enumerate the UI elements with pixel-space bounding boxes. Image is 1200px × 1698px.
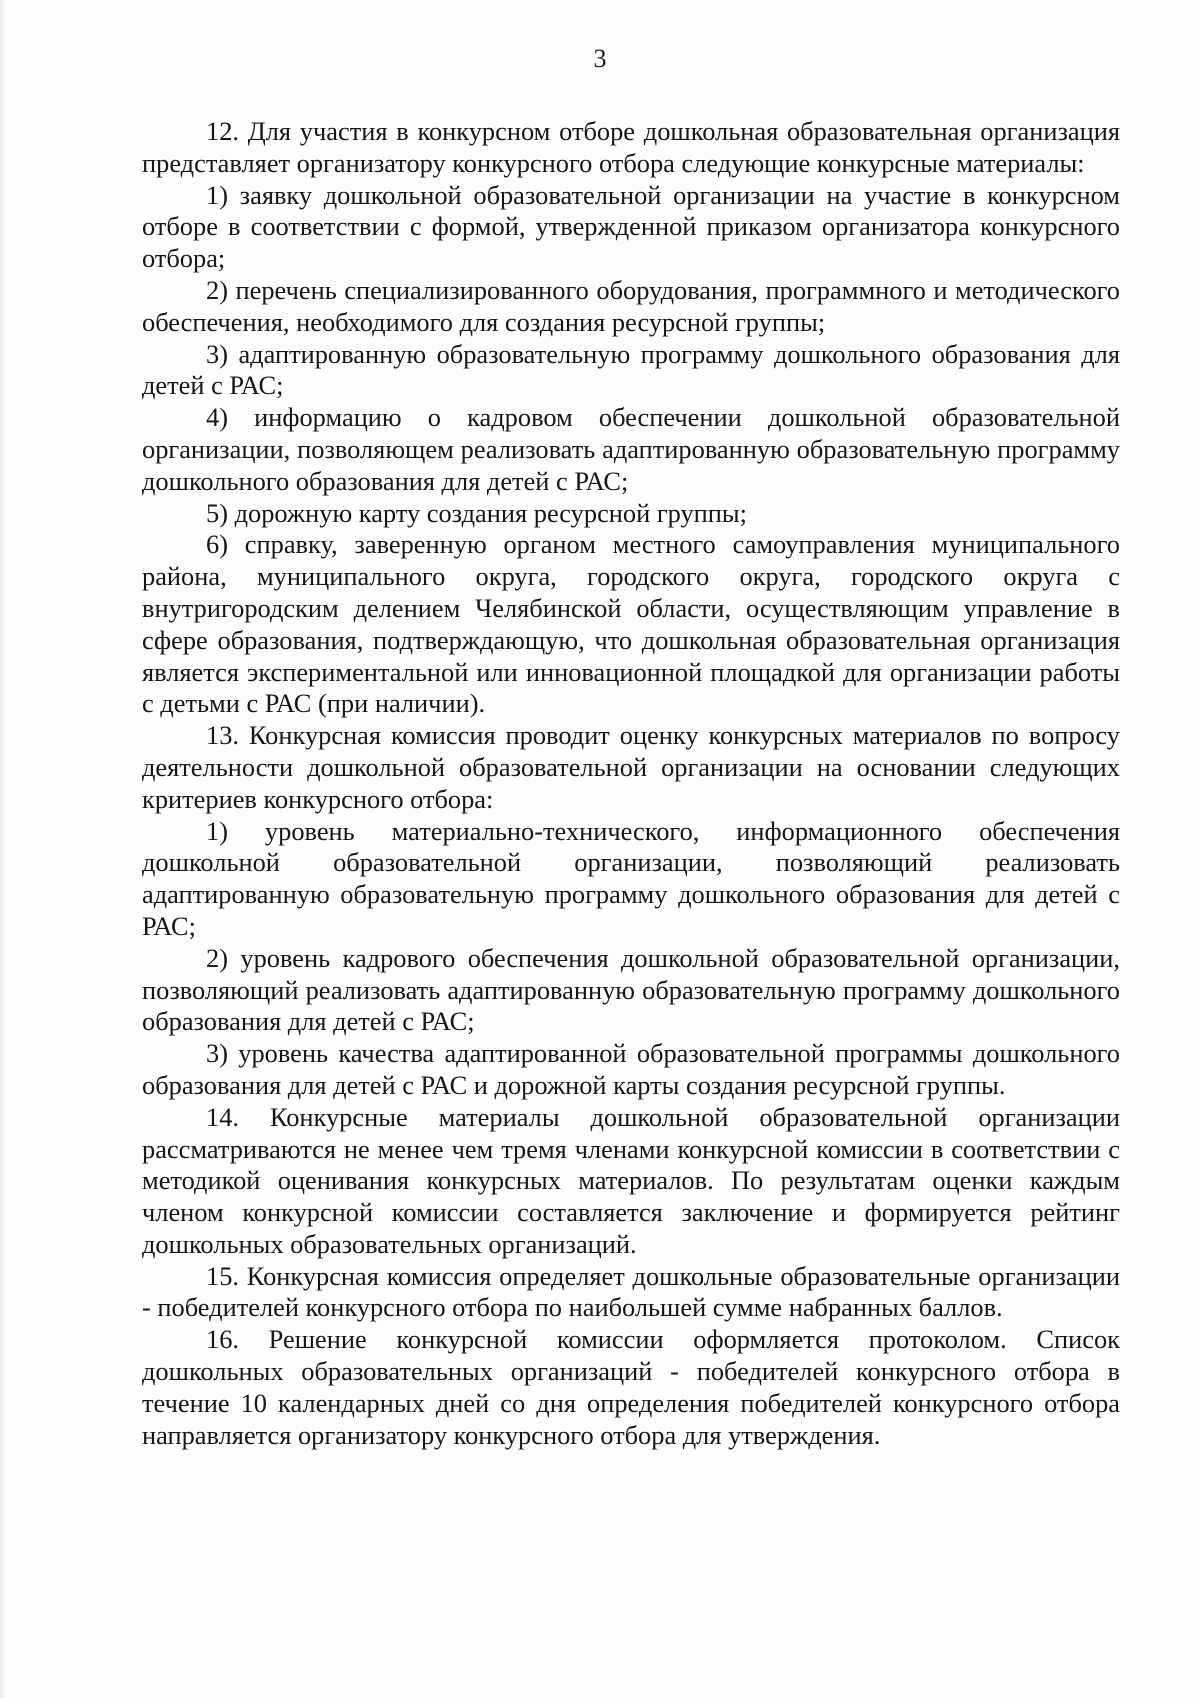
paragraph-12-item-3: 3) адаптированную образовательную программу дошкольного образования для детей с РАС; [142,338,1120,401]
scan-edge-shadow [0,0,5,1698]
paragraph-13: 13. Конкурсная комиссия проводит оценку конкурсных материалов по вопросу деятельности дошкольной образовательной организации на основании следующих критериев конкурсного отбора: [142,720,1120,814]
paragraph-13-item-2: 2) уровень кадрового обеспечения дошкольной образовательной организации, позволяющий реализовать адаптированную образовательную программу дошкольного образования для детей с РАС; [142,942,1120,1037]
paragraph-14: 14. Конкурсные материалы дошкольной образовательной организации рассматриваются не менее чем тремя членами конкурсной комиссии в соответствии с методикой оценивания конкурсных материалов. По результатам оценки каждым членом конкурсной комиссии составляется заключение и формируется рейтинг дошкольных образовательных организаций. [142,1101,1120,1259]
paragraph-12-item-2: 2) перечень специализированного оборудования, программного и методического обеспечения, необходимого для создания ресурсной группы; [142,274,1120,337]
paragraph-13-item-3: 3) уровень качества адаптированной образовательной программы дошкольного образования для детей с РАС и дорожной карты создания ресурсной группы. [142,1038,1120,1100]
paragraph-12-item-5: 5) дорожную карту создания ресурсной группы; [206,497,747,528]
paragraph-12-item-6: 6) справку, заверенную органом местного самоуправления муниципального района, муниципального округа, городского округа, городского округа с внутригородским делением Челябинской области, осуществляющим управление в сфере образования, подтверждающую, что дошкольная образовательная организация является экспериментальной или инновационной площадкой для организации работы с детьми с РАС (при наличии). [142,529,1120,719]
page-number: 3 [593,44,607,73]
document-body [142,116,1120,1451]
paragraph-13-item-1: 1) уровень материально-технического, информационного обеспечения дошкольной образовательной организации, позволяющий реализовать адаптированную образовательную программу дошкольного образования для детей с РАС; [142,815,1120,941]
paragraph-12-item-1: 1) заявку дошкольной образовательной организации на участие в конкурсном отборе в соответствии с формой, утвержденной приказом организатора конкурсного отбора; [142,179,1120,274]
paragraph-12-item-4: 4) информацию о кадровом обеспечении дошкольной образовательной организации, позволяющем реализовать адаптированную образовательную программу дошкольного образования для детей с РАС; [142,402,1120,496]
paragraph-15: 15. Конкурсная комиссия определяет дошкольные образовательные организации - победителей конкурсного отбора по наибольшей сумме набранных баллов. [142,1260,1120,1323]
paragraph-16: 16. Решение конкурсной комиссии оформляется протоколом. Список дошкольных образовательных организаций - победителей конкурсного отбора в течение 10 календарных дней со дня определения победителей конкурсного отбора направляется организатору конкурсного отбора для утверждения. [142,1324,1120,1450]
paragraph-12: 12. Для участия в конкурсном отборе дошкольная образовательная организация представляет организатору конкурсного отбора следующие конкурсные материалы: [142,116,1120,178]
